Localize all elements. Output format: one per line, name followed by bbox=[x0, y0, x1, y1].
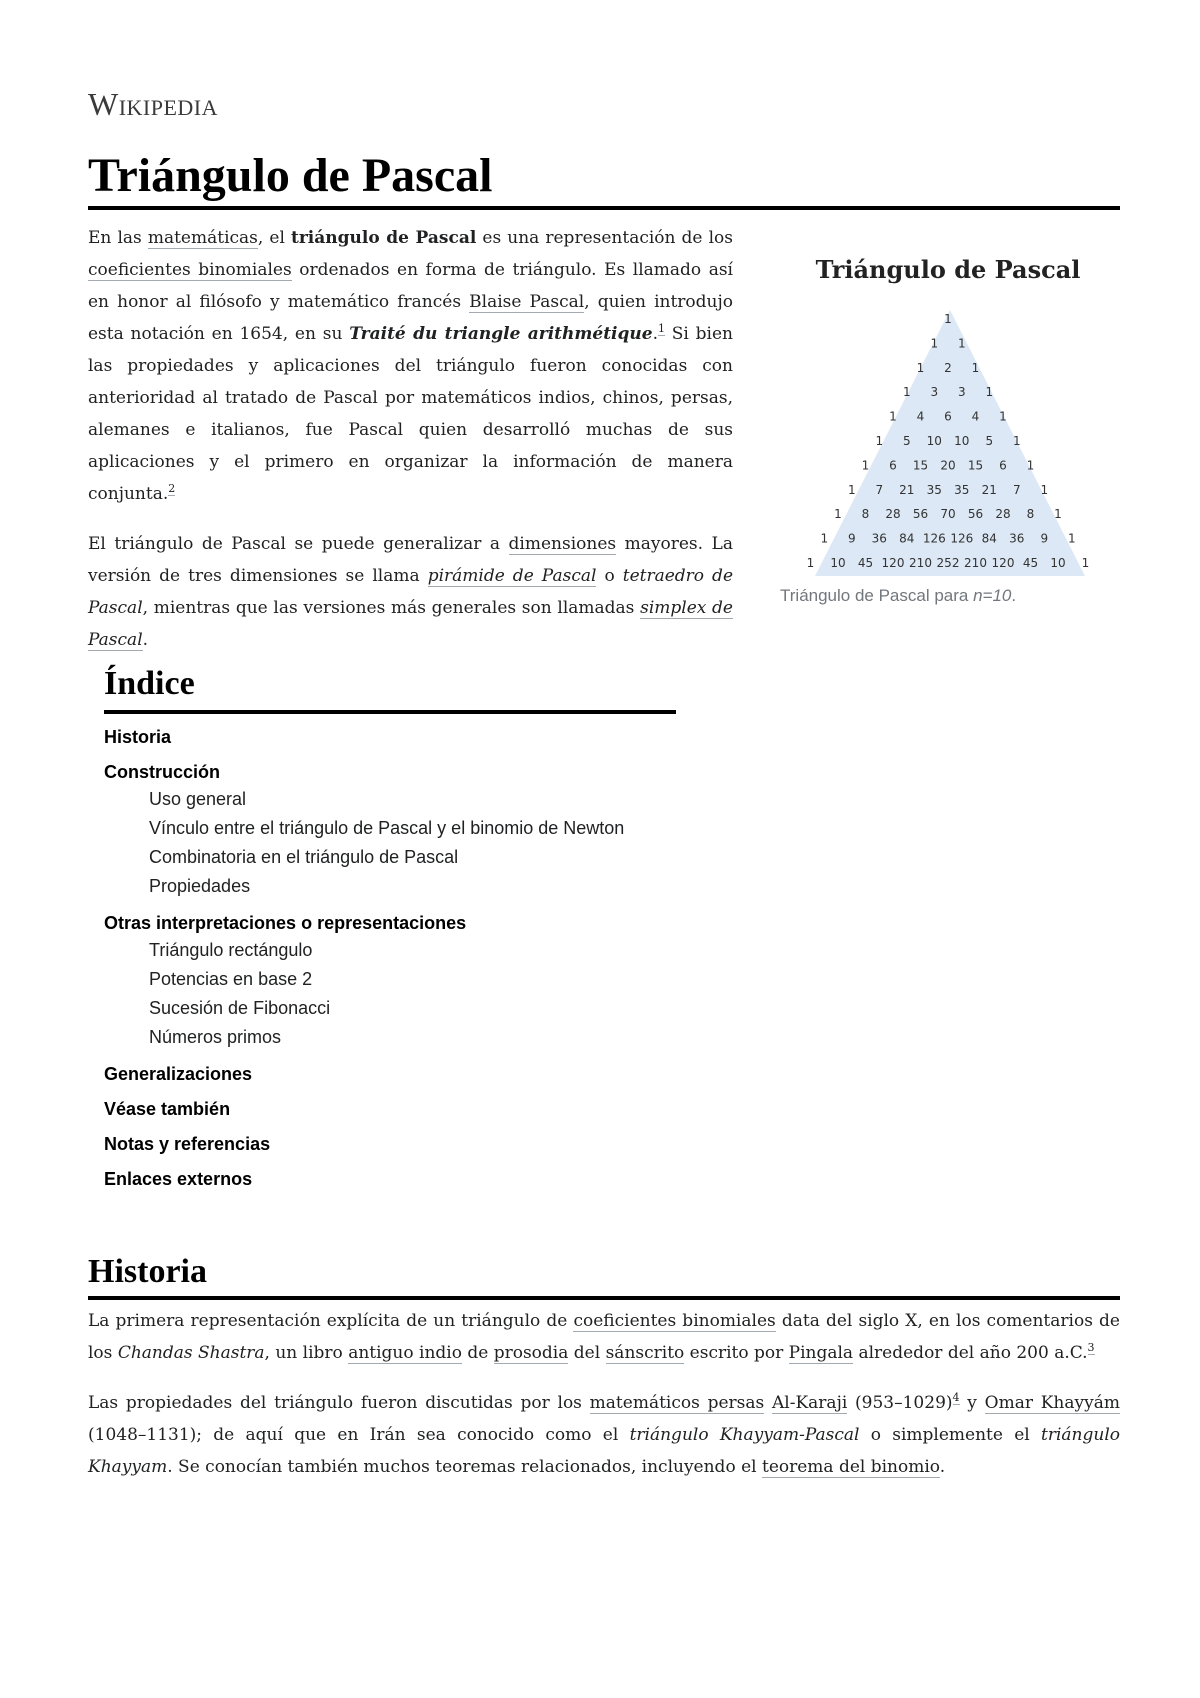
page-title: Triángulo de Pascal bbox=[88, 148, 1120, 210]
toc-sublist bbox=[149, 936, 676, 1052]
toc-label[interactable]: Otras interpretaciones o representaciones bbox=[104, 913, 467, 933]
triangle-number: 84 bbox=[899, 531, 915, 546]
intro-paragraph-2 bbox=[88, 528, 733, 656]
triangle-number: 6 bbox=[944, 409, 952, 424]
triangle-number: 4 bbox=[971, 409, 980, 424]
triangle-number: 8 bbox=[861, 507, 870, 522]
triangulo-khayyam-pascal: triángulo Khayyam-Pascal bbox=[629, 1425, 860, 1445]
toc-subitem[interactable]: Propiedades bbox=[149, 876, 251, 896]
intro-paragraph-1 bbox=[88, 222, 733, 510]
toc-subitem[interactable]: Sucesión de Fibonacci bbox=[149, 998, 331, 1018]
toc-label[interactable]: Construcción bbox=[104, 762, 221, 782]
triangle-number: 1 bbox=[971, 360, 980, 375]
tetraedro-term: tetraedro de Pascal bbox=[88, 566, 734, 618]
text: mayores. La versión de tres dimensiones se llama bbox=[88, 534, 733, 586]
text: Las propiedades del triángulo fueron discutidas por los bbox=[88, 1393, 590, 1413]
text: data del siglo X, en los comentarios de los bbox=[88, 1311, 1120, 1363]
triangle-number: 1 bbox=[1040, 482, 1049, 497]
triangle-number: 1 bbox=[944, 312, 952, 326]
triangle-number: 20 bbox=[940, 458, 956, 473]
triangle-number: 70 bbox=[940, 507, 956, 522]
intro-text bbox=[88, 222, 733, 674]
triangle-number: 1 bbox=[930, 336, 939, 351]
triangle-number: 1 bbox=[916, 360, 925, 375]
triangle-number: 2 bbox=[944, 360, 952, 375]
triangle-number: 5 bbox=[902, 434, 911, 448]
triangle-number: 10 bbox=[1050, 556, 1066, 570]
historia-paragraph-2 bbox=[88, 1387, 1120, 1483]
triangle-number: 10 bbox=[954, 434, 970, 448]
triangle-number: 56 bbox=[967, 507, 984, 522]
link-simplex-de-pascal[interactable]: simplex de Pascal bbox=[88, 598, 733, 650]
triangle-number: 7 bbox=[875, 482, 884, 497]
reference-link[interactable]: 3 bbox=[1087, 1341, 1095, 1355]
chandas-shastra: Chandas Shastra bbox=[117, 1343, 265, 1363]
link-coeficientes-binomiales[interactable]: coeficientes binomiales bbox=[573, 1311, 776, 1331]
triangle-number: 1 bbox=[889, 409, 897, 424]
triangle-number: 8 bbox=[1026, 507, 1035, 522]
link-antiguo-indio[interactable]: antiguo indio bbox=[348, 1343, 462, 1363]
link-omar-khayyam[interactable]: Omar Khayyám bbox=[984, 1393, 1120, 1413]
text: El triángulo de Pascal se puede generalizar a bbox=[88, 534, 509, 554]
link-al-karaji[interactable]: Al-Karaji bbox=[772, 1393, 848, 1413]
reference-1[interactable] bbox=[658, 322, 665, 336]
reference-link[interactable]: 4 bbox=[952, 1391, 960, 1405]
triangle-number: 35 bbox=[926, 482, 942, 497]
traite-title: Traité du triangle arithmétique bbox=[349, 324, 653, 344]
triangle-number: 210 bbox=[964, 556, 987, 570]
historia-paragraph-1 bbox=[88, 1305, 1120, 1369]
text: ordenados en forma de triángulo. Es llamado así en honor al filósofo y matemático francés bbox=[88, 260, 733, 312]
toc-title: Índice bbox=[104, 664, 676, 714]
text: (1048–1131); de aquí que en Irán sea conocido como el bbox=[88, 1425, 630, 1445]
triangle-number: 45 bbox=[1022, 556, 1039, 570]
toc-item-construccion[interactable] bbox=[104, 759, 676, 901]
triangle-number: 210 bbox=[909, 556, 932, 570]
caption-text: Triángulo de Pascal para bbox=[780, 586, 974, 605]
triangle-number: 3 bbox=[957, 385, 966, 400]
triangle-number: 15 bbox=[912, 458, 929, 473]
toc-subitem[interactable]: Potencias en base 2 bbox=[149, 969, 313, 989]
text: . Se conocían también muchos teoremas relacionados, incluyendo el bbox=[167, 1457, 762, 1477]
pascal-triangle-figure bbox=[780, 240, 1120, 606]
link-matematicos-persas[interactable]: matemáticos persas bbox=[589, 1393, 765, 1413]
triangle-number: 28 bbox=[885, 507, 901, 522]
triangle-number: 1 bbox=[985, 385, 994, 400]
link-teorema-del-binomio[interactable]: teorema del binomio bbox=[761, 1457, 940, 1477]
triangle-number: 126 bbox=[922, 531, 946, 546]
triangle-number: 1 bbox=[847, 482, 856, 497]
toc-subitem[interactable]: Números primos bbox=[149, 1027, 282, 1047]
text: . bbox=[939, 1457, 946, 1477]
toc-label[interactable]: Enlaces externos bbox=[104, 1169, 253, 1189]
link-matematicas[interactable]: matemáticas bbox=[147, 228, 258, 248]
text: o bbox=[596, 566, 623, 586]
triangle-number: 36 bbox=[871, 531, 887, 546]
triangle-number: 9 bbox=[847, 531, 856, 546]
link-dimensiones[interactable]: dimensiones bbox=[508, 534, 617, 554]
triangle-number: 1 bbox=[1012, 434, 1021, 448]
text: (953–1029) bbox=[847, 1393, 953, 1413]
triangle-number: 252 bbox=[936, 556, 960, 570]
triangle-number: 21 bbox=[981, 482, 997, 497]
triangle-number: 10 bbox=[830, 556, 846, 570]
triangle-number: 126 bbox=[950, 531, 974, 546]
text: , quien introdujo esta notación en 1654, en su bbox=[88, 292, 733, 344]
text: es una representación de los bbox=[476, 228, 733, 248]
triangle-number: 4 bbox=[916, 409, 925, 424]
link-blaise-pascal[interactable]: Blaise Pascal bbox=[469, 292, 585, 312]
link-prosodia[interactable]: prosodia bbox=[493, 1343, 569, 1363]
text: de bbox=[461, 1343, 494, 1363]
text: . bbox=[142, 630, 149, 650]
figure-caption bbox=[780, 586, 1120, 606]
link-piramide-de-pascal[interactable]: pirámide de Pascal bbox=[427, 566, 597, 586]
text: , mientras que las versiones más generales son llamadas bbox=[142, 598, 641, 618]
text: La primera representación explícita de un triángulo de bbox=[88, 1311, 574, 1331]
triangle-number: 120 bbox=[991, 556, 1015, 570]
triangle-number: 1 bbox=[1026, 458, 1035, 473]
text: , un libro bbox=[264, 1343, 349, 1363]
triangle-number: 5 bbox=[985, 434, 994, 448]
reference-link[interactable]: 2 bbox=[168, 482, 176, 496]
text: alrededor del año 200 a.C. bbox=[853, 1343, 1088, 1363]
section-heading-historia: Historia bbox=[88, 1252, 1120, 1300]
triangle-number: 1 bbox=[999, 409, 1007, 424]
caption-variable: n=10 bbox=[973, 586, 1012, 605]
toc-subitem[interactable]: Triángulo rectángulo bbox=[149, 940, 313, 960]
text: , el bbox=[257, 228, 291, 248]
text: escrito por bbox=[684, 1343, 789, 1363]
toc-subitem[interactable]: Uso general bbox=[149, 789, 247, 809]
triangle-number: 84 bbox=[981, 531, 997, 546]
triangle-number: 56 bbox=[912, 507, 929, 522]
text: En las bbox=[88, 228, 148, 248]
triangle-number: 9 bbox=[1040, 531, 1049, 546]
link-sanscrito[interactable]: sánscrito bbox=[605, 1343, 685, 1363]
triangle-number: 1 bbox=[1054, 507, 1062, 522]
toc-sublist bbox=[149, 785, 676, 901]
reference-2[interactable] bbox=[168, 482, 175, 496]
triangle-number: 1 bbox=[861, 458, 870, 473]
text: o simplemente el bbox=[859, 1425, 1042, 1445]
toc-item-enlaces[interactable] bbox=[104, 1166, 676, 1192]
triangle-number: 10 bbox=[926, 434, 942, 448]
toc-label[interactable]: Generalizaciones bbox=[104, 1064, 253, 1084]
triangle-number: 45 bbox=[857, 556, 874, 570]
triangle-number: 6 bbox=[889, 458, 897, 473]
toc-subitem[interactable]: Combinatoria en el triángulo de Pascal bbox=[149, 847, 459, 867]
toc-item-otras-interpretaciones[interactable] bbox=[104, 910, 676, 1052]
text: y bbox=[959, 1393, 985, 1413]
toc-list bbox=[104, 724, 676, 1192]
pascal-triangle-image[interactable] bbox=[780, 240, 1120, 580]
link-coeficientes-binomiales[interactable]: coeficientes binomiales bbox=[88, 260, 292, 280]
triangle-number: 1 bbox=[834, 507, 842, 522]
triangle-number: 7 bbox=[1012, 482, 1021, 497]
triangle-number: 6 bbox=[999, 458, 1007, 473]
triangle-number: 35 bbox=[954, 482, 970, 497]
triangle-number: 3 bbox=[930, 385, 939, 400]
toc-item-notas[interactable] bbox=[104, 1131, 676, 1157]
triangle-number: 1 bbox=[875, 434, 884, 448]
bold-term: triángulo de Pascal bbox=[290, 228, 477, 248]
reference-link[interactable]: 1 bbox=[657, 322, 665, 336]
toc-subitem[interactable]: Vínculo entre el triángulo de Pascal y el binomio de Newton bbox=[149, 818, 625, 838]
image-title: Triángulo de Pascal bbox=[815, 255, 1081, 284]
text: Si bien las propiedades y aplicaciones del triángulo fueron conocidas con anterioridad al tratado de Pascal por matemáticos indios, chinos, persas, alemanes e italianos, fue Pascal quien desarrolló muchas de sus aplicaciones y el primero en organizar la información de manera conjunta. bbox=[88, 324, 734, 504]
triangle-number: 1 bbox=[806, 556, 815, 570]
toc-label[interactable]: Notas y referencias bbox=[104, 1134, 271, 1154]
triangle-number: 120 bbox=[881, 556, 905, 570]
toc-item-historia[interactable] bbox=[104, 724, 676, 750]
reference-4[interactable] bbox=[953, 1391, 960, 1405]
reference-3[interactable] bbox=[1088, 1341, 1095, 1355]
triangle-number: 1 bbox=[1067, 531, 1076, 546]
triangle-number: 36 bbox=[1009, 531, 1025, 546]
wikipedia-logo[interactable]: Wikipedia bbox=[88, 86, 219, 122]
toc-label[interactable]: Véase también bbox=[104, 1099, 231, 1119]
triangle-number: 1 bbox=[902, 385, 911, 400]
table-of-contents bbox=[104, 664, 676, 1192]
triangle-number: 1 bbox=[820, 531, 829, 546]
triangle-number: 1 bbox=[1081, 556, 1090, 570]
triangle-number: 15 bbox=[967, 458, 984, 473]
toc-item-generalizaciones[interactable] bbox=[104, 1061, 676, 1087]
text: . bbox=[652, 324, 658, 344]
triangle-number: 21 bbox=[899, 482, 915, 497]
text: del bbox=[568, 1343, 606, 1363]
text bbox=[764, 1393, 772, 1413]
historia-text bbox=[88, 1305, 1120, 1501]
triangle-number: 28 bbox=[995, 507, 1011, 522]
caption-end: . bbox=[1011, 586, 1017, 605]
toc-label[interactable]: Historia bbox=[104, 727, 172, 747]
toc-item-vease-tambien[interactable] bbox=[104, 1096, 676, 1122]
link-pingala[interactable]: Pingala bbox=[788, 1343, 854, 1363]
triangulo-khayyam: triángulo Khayyam bbox=[88, 1425, 1121, 1477]
triangle-number: 1 bbox=[957, 336, 966, 351]
